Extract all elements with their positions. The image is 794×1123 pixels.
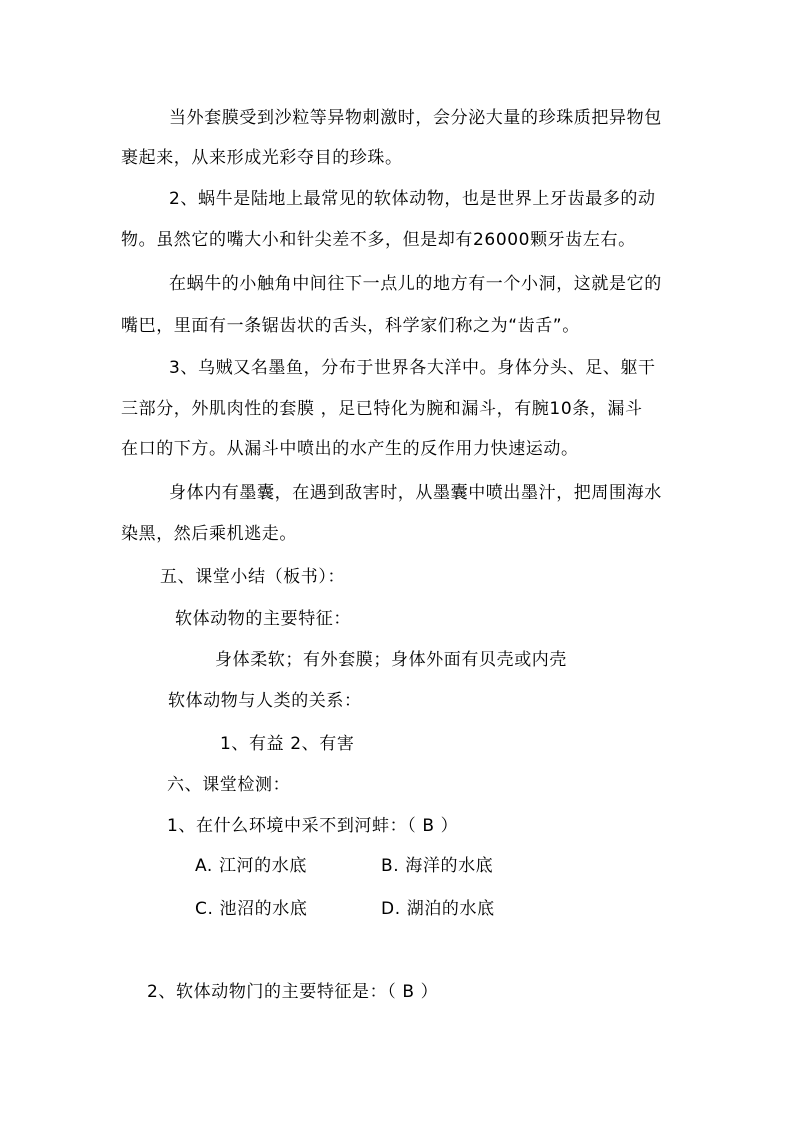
features-text: 身体柔软；有外套膜；身体外面有贝壳或内壳 [215, 650, 567, 670]
pearl-line-1: 当外套膜受到沙粒等异物刺激时，会分泌大量的珍珠质把异物包 [169, 108, 662, 128]
features-label: 软体动物的主要特征： [175, 609, 351, 629]
snail-paragraph-1-line-1: 2、蜗牛是陆地上最常见的软体动物，也是世界上牙齿最多的动 [169, 189, 656, 209]
question-1-option-d: D. 湖泊的水底 [381, 899, 495, 919]
question-1-option-b: B. 海洋的水底 [381, 856, 494, 876]
squid-paragraph-1-line-2: 三部分，外肌肉性的套膜 ，足已特化为腕和漏斗，有腕10条，漏斗 [121, 399, 643, 419]
pearl-line-2: 裹起来，从来形成光彩夺目的珍珠。 [121, 148, 403, 168]
question-1: 1、在什么环境中采不到河蚌：（ B ） [167, 816, 459, 836]
snail-paragraph-1-line-2: 物。虽然它的嘴大小和针尖差不多，但是却有26000颗牙齿左右。 [121, 230, 636, 250]
squid-paragraph-1-line-3: 在口的下方。从漏斗中喷出的水产生的反作用力快速运动。 [121, 439, 579, 459]
squid-paragraph-2-line-2: 染黑，然后乘机逃走。 [121, 524, 297, 544]
relation-text: 1、有益 2、有害 [220, 734, 355, 754]
squid-paragraph-1-line-1: 3、乌贼又名墨鱼，分布于世界各大洋中。身体分头、足、躯干 [169, 358, 656, 378]
question-1-option-c: C. 池沼的水底 [195, 899, 308, 919]
snail-paragraph-2-line-1: 在蜗牛的小触角中间往下一点儿的地方有一个小洞，这就是它的 [169, 274, 662, 294]
question-2: 2、软体动物门的主要特征是：（ B ） [147, 982, 439, 1002]
question-1-option-a: A. 江河的水底 [195, 856, 307, 876]
snail-paragraph-2-line-2: 嘴巴，里面有一条锯齿状的舌头，科学家们称之为“齿舌”。 [121, 316, 580, 336]
squid-paragraph-2-line-1: 身体内有墨囊，在遇到敌害时，从墨囊中喷出墨汁，把周围海水 [169, 483, 662, 503]
relation-label: 软体动物与人类的关系： [168, 691, 362, 711]
summary-heading: 五、课堂小结（板书）： [160, 567, 346, 587]
test-heading: 六、课堂检测： [167, 775, 291, 795]
